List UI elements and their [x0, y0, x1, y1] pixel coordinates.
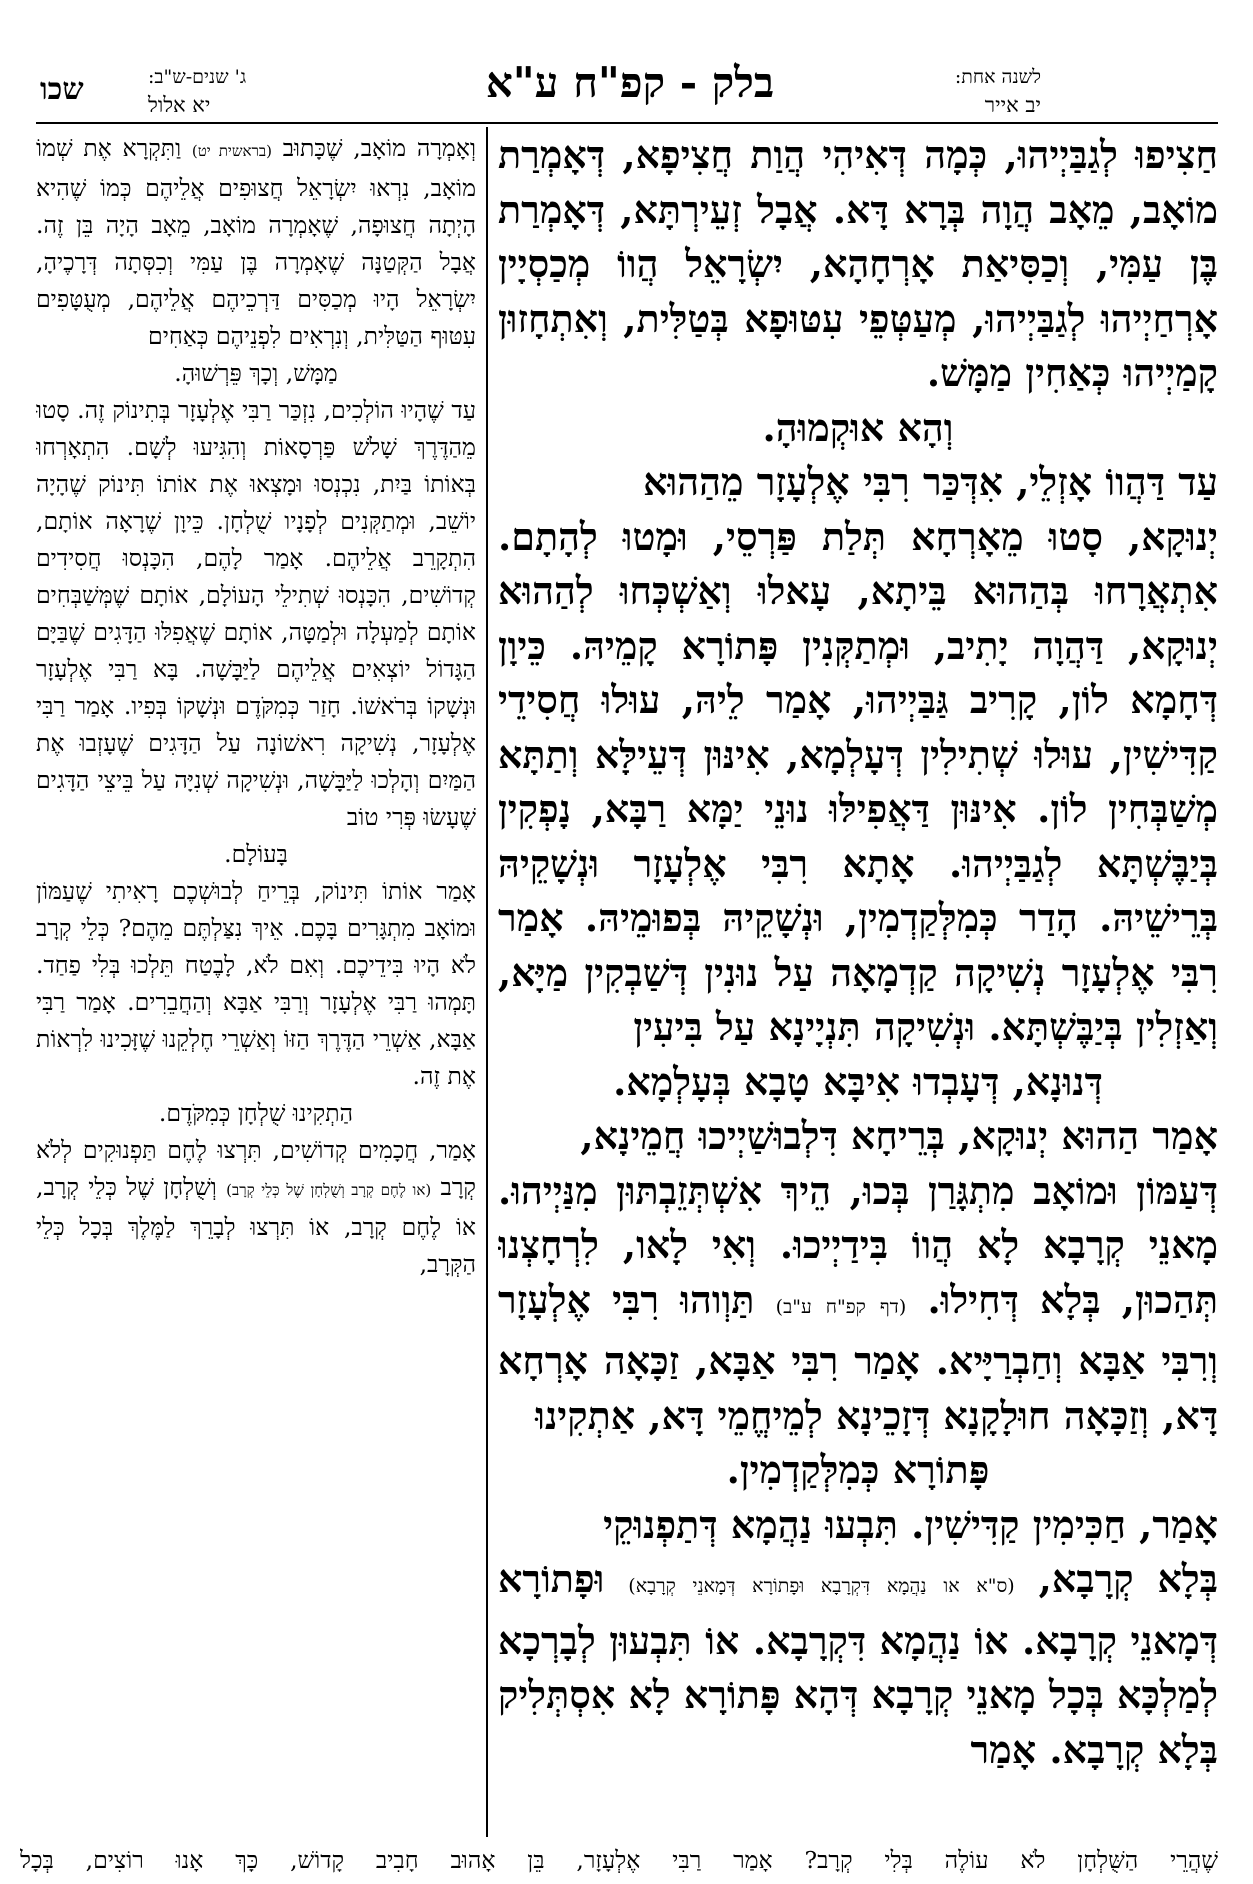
page-number: שכו — [40, 72, 84, 107]
translation-span: וְשֻׁלְחָן שֶׁל כְּלֵי קְרָב, אוֹ לֶחֶם קְרָב, אוֹ תִּרְצוּ לְבָרֵךְ לַמֶּלֶךְ בְּכָל כְּלֵי הַקְּרָב, — [36, 1173, 476, 1278]
main-text-span: תַּוְוהוּ רִבִּי אֶלְעָזָר וְרִבִּי אַבָּא וְחַבְרַיָּיא. אָמַר רִבִּי אַבָּא, זַכָּאָה אָרְחָא דָּא, וְזַכָּאָה חוּלָקָנָא דְּזָכֵינָא לְמֵיחֱמֵי דָּא, אַתְקִינוּ — [498, 1276, 1218, 1438]
main-text-span: וּפָתוֹרָא דְּמָאנֵי קְרָבָא. אוֹ נַהֲמָא דִּקְרָבָא. אוֹ תִּבְעוּן לְבָרְכָא לְמַלְכָּא בְּכָל מָאנֵי קְרָבָא דְּהָא פָּתוֹרָא לָא אִסְתְּלִיק בְּלָא קְרָבָא. אָמַר — [498, 1556, 1218, 1772]
page-title: בלק - קפ"ח ע"א — [485, 58, 775, 107]
translation-span: אָמַר, חֲכָמִים קְדוֹשִׁים, תִּרְצוּ לֶחֶם תַּפְנוּקִים לְלֹא קְרָב — [36, 1136, 476, 1201]
column-divider — [486, 127, 488, 1837]
variant-reading: (או לֶחֶם קְרָב וְשֻׁלְחָן שֶׁל כְּלֵי קְרָב) — [226, 1181, 432, 1199]
header-divider — [36, 122, 1218, 124]
three-year-schedule-label: ג' שנים-ש"ב: — [148, 66, 247, 88]
main-paragraph — [498, 1552, 1218, 1777]
translation-paragraph-end: בָּעוֹלָם. — [224, 840, 288, 868]
translation-paragraph — [36, 1132, 476, 1283]
translation-paragraph-end: הַתְקִינוּ שֻׁלְחָן כְּמִקֹּדֶם. — [158, 1099, 354, 1127]
translation-span: וַתִּקְרָא אֶת שְׁמוֹ מוֹאָב, נִרְאוּ יִשְׂרָאֵל חֲצוּפִים אֲלֵיהֶם כְּמוֹ שֶׁהִיא הָיְתָה חֲצוּפָה, שֶׁאָמְרָה מוֹאָב, מֵאָב הָיָה בֵּן זֶה. אֲבָל הַקְּטַנָּה שֶׁאָמְרָה בֶּן עַמִּי וְכִסְּתָה דְּרָכֶיהָ, יִשְׂרָאֵל הָיוּ מְכַסִּים דַּרְכֵיהֶם אֲלֵיהֶם, מְעֻטָּפִים עִטּוּף הַטַּלִּית, וְנִרְאִים לִפְנֵיהֶם כְּאַחִים — [36, 134, 476, 350]
verse-reference: (בראשית יט) — [191, 142, 272, 160]
main-paragraph: חַצִיפוּ לְגַבַּיְיהוּ, כְּמָה דְּאִיהִי הֲוַת חֲצִיפָא, דְּאָמְרַת מוֹאָב, מֵאָב הֲוָה בְּרָא דָּא. אֲבָל זְעֵירְתָּא, דְּאָמְרַת בֶּן עַמִּי, וְכַסִּיאַת אָרְחָהָא, יִשְׂרָאֵל הֲווֹ מְכַסְיָין אָרְחַיְיהוּ לְגַבַּיְיהוּ, מְעַטְּפֵי עִטּוּפָא בְּטַלִּית, וְאִתְחָזוּן קָמַיְיהוּ כְּאַחִין מַמָּשׁ. — [498, 132, 1218, 395]
translation-paragraph-end: מַמָּשׁ, וְכָךְ פֵּרְשׁוּהָ. — [174, 359, 338, 387]
main-paragraph-end: דְּנוּנָא, דְּעָבְדוּ אִיבָּא טָבָא בְּעָלְמָא. — [613, 1058, 1103, 1104]
main-paragraph: יְנוּקָא, סָטוּ מֵאָרְחָא תְּלַת פַּרְסֵי, וּמָטוּ לְהָתָם. אִתְאֲרָחוּ בְּהַהוּא בֵּיתָא, עָאלוּ וְאַשְׁכְּחוּ לְהַהוּא יְנוּקָא, דַּהֲוָה יָתִיב, וּמְתַקְּנִין פָּתוֹרָא קָמֵיהּ. כֵּיוָן דְּחָמָא לוֹן, קָרִיב גַּבַּיְיהוּ, אָמַר לֵיהּ, עוּלוּ חֲסִידֵי קַדִּישִׁין, עוּלוּ שְׁתִילִין דְּעָלְמָא, אִינּוּן דְּעֵילָּא וְתַתָּא מְשַׁבְּחִין לוֹן. אִינּוּן דַּאֲפִילּוּ נוּנֵי יַמָּא רַבָּא, נָפְקִין בְּיַבֶּשְׁתָּא לְגַבַּיְיהוּ. אָתָא רִבִּי אֶלְעָזָר וּנְשָׁקֵיהּ בְּרֵישֵׁיהּ. הָדַר כְּמִלְּקַדְמִין, וּנְשָׁקֵיהּ בְּפוּמֵיהּ. אָמַר רִבִּי אֶלְעָזָר נְשִׁיקָה קַדְמָאָה עַל נוּנִין דְּשַׁבְקִין מַיָּא, וְאַזְלִין בְּיַבֶּשְׁתָּא. וּנְשִׁיקָה תִּנְיָינָא עַל בִּיעִין — [498, 513, 1218, 1049]
translation-paragraph — [36, 130, 476, 355]
folio-reference: (דף קפ"ח ע"ב) — [775, 1295, 907, 1318]
main-paragraph: עַד דַּהֲווֹ אָזְלֵי, אִדְּכַּר רִבִּי אֶלְעָזָר מֵהַהוּא — [643, 459, 1218, 504]
variant-reading: (ס"א או נַהֲמָא דִּקְרָבָא וּפָתוֹרָא דְּמָאנֵי קְרָבָא) — [628, 1575, 1015, 1597]
three-year-schedule-date: יא אלול — [148, 93, 211, 117]
main-text-span: בְּלָא קְרָבָא, — [1038, 1556, 1218, 1601]
main-text-span: דְּעַמּוֹן וּמוֹאָב מִתְגָּרַן בְּכוּ, הֵיךְ אִשְׁתְּזֵבְתּוּן מִנַּיְיהוּ. מָאנֵי קְרָבָא לָא הֲווֹ בִּידַיְיכוּ. וְאִי לָאו, לִרְחָצְנוּ תְּהַכוּן, בְּלָא דְּחִילוּ. — [498, 1167, 1218, 1322]
daily-schedule-date: יב אייר — [984, 93, 1041, 117]
continuation-line: שֶׁהֲרֵי הַשֻּׁלְחָן לֹא עוֹלֶה בְּלִי קְרָב? אָמַר רַבִּי אֶלְעָזָר, בֵּן אָהוּב חָבִיב קָדוֹשׁ, כָּךְ אָנוּ רוֹצִים, בְּכָל — [20, 1846, 1218, 1874]
translation-paragraph: אָמַר אוֹתוֹ תִּינוֹק, בְּרֵיחַ לְבוּשְׁכֶם רָאִיתִי שֶׁעַמּוֹן וּמוֹאָב מִתְגָּרִים בָּכֶם. אֵיךְ נִצַּלְתֶּם מֵהֶם? כְּלֵי קְרָב לֹא הָיוּ בִּידֵיכֶם. וְאִם לֹא, לָבֶטַח תֵּלְכוּ בְּלִי פַחַד. תָּמְהוּ רַבִּי אֶלְעָזָר וְרַבִּי אַבָּא וְהַחֲבֵרִים. אָמַר רַבִּי אַבָּא, אַשְׁרֵי הַדֶּרֶךְ הַזּוֹ וְאַשְׁרֵי חֶלְקֵנוּ שֶׁזָּכִינוּ לִרְאוֹת אֶת זֶה. — [36, 877, 476, 1090]
main-paragraph: אָמַר, חַכִּימִין קַדִּישִׁין. תִּבְעוּ נַהֲמָא דְּתַפְנוּקֵי — [603, 1501, 1218, 1547]
daily-schedule-label: לשנה אחת: — [954, 66, 1041, 88]
translation-column — [36, 130, 476, 1838]
main-paragraph: אָמַר הַהוּא יְנוּקָא, בְּרֵיחָא דִּלְבוּשַׁיְיכוּ חֲמֵינָא, — [580, 1113, 1218, 1158]
main-text-column — [498, 128, 1218, 1838]
main-paragraph-end: פָּתוֹרָא כְּמִלְּקַדְמִין. — [726, 1447, 990, 1492]
translation-span: וְאָמְרָה מוֹאָב, שֶׁכָּתוּב — [282, 134, 476, 162]
main-paragraph — [498, 1164, 1218, 1444]
translation-paragraph: עַד שֶׁהָיוּ הוֹלְכִים, נִזְכַּר רַבִּי אֶלְעָזָר בְּתִינוֹק זֶה. סָטוּ מֵהַדֶּרֶךְ שָׁלֹשׁ פַּרְסָאוֹת וְהִגִּיעוּ לְשָׁם. הִתְאָרְחוּ בְּאוֹתוֹ בַּיִת, נִכְנְסוּ וּמָצְאוּ אֶת אוֹתוֹ תִּינוֹק שֶׁהָיָה יוֹשֵׁב, וּמְתַקְּנִים לְפָנָיו שֻׁלְחָן. כֵּיוָן שֶׁרָאָה אוֹתָם, הִתְקָרֵב אֲלֵיהֶם. אָמַר לָהֶם, הִכָּנְסוּ חֲסִידִים קְדוֹשִׁים, הִכָּנְסוּ שְׁתִילֵי הָעוֹלָם, אוֹתָם שֶׁמְּשַׁבְּחִים אוֹתָם לְמַעְלָה וּלְמַטָּה, אוֹתָם שֶׁאֲפִלּוּ הַדָּגִים שֶׁבַּיָּם הַגָּדוֹל יוֹצְאִים אֲלֵיהֶם לַיַּבָּשָׁה. בָּא רַבִּי אֶלְעָזָר וּנְשָׁקוֹ בְּרֹאשׁוֹ. חָזַר כְּמִקֹּדֶם וּנְשָׁקוֹ בְּפִיו. אָמַר רַבִּי אֶלְעָזָר, נְשִׁיקָה רִאשׁוֹנָה עַל הַדָּגִים שֶׁעָזְבוּ אֶת הַמַּיִם וְהָלְכוּ לַיַּבָּשָׁה, וּנְשִׁיקָה שְׁנִיָּה עַל בֵּיצֵי הַדָּגִים שֶׁעָשׂוּ פְּרִי טוֹב — [36, 396, 476, 831]
main-paragraph-end: וְהָא אוּקְמוּהָ. — [762, 404, 954, 450]
